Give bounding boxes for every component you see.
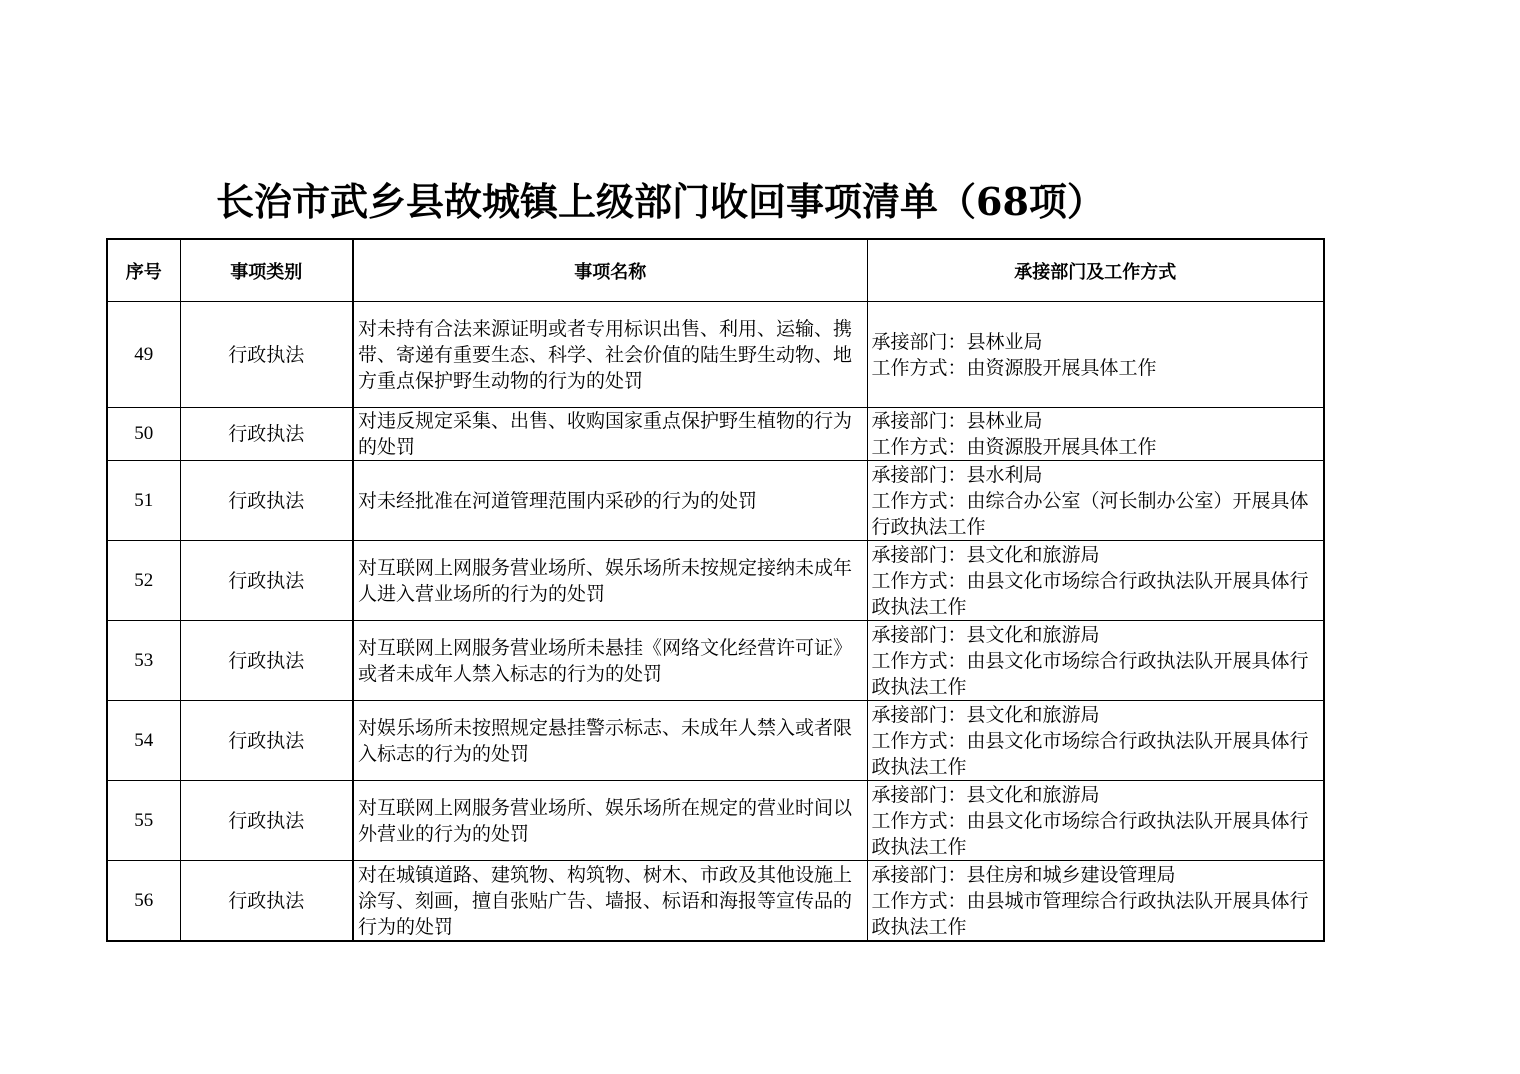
- row-name: 对在城镇道路、建筑物、构筑物、树木、市政及其他设施上涂写、刻画，擅自张贴广告、墙报、标语和海报等宣传品的行为的处罚: [353, 861, 867, 942]
- method-line: 工作方式：由县文化市场综合行政执法队开展具体行政执法工作: [871, 729, 1309, 778]
- row-category: 行政执法: [180, 541, 353, 621]
- method-line: 工作方式：由县文化市场综合行政执法队开展具体行政执法工作: [871, 569, 1309, 618]
- dept-line: 承接部门：县文化和旅游局: [871, 783, 1100, 806]
- row-name: 对违反规定采集、出售、收购国家重点保护野生植物的行为的处罚: [353, 408, 867, 461]
- dept-line: 承接部门：县林业局: [871, 330, 1043, 353]
- method-line: 工作方式：由县文化市场综合行政执法队开展具体行政执法工作: [871, 809, 1309, 858]
- dept-line: 承接部门：县文化和旅游局: [871, 703, 1100, 726]
- row-name: 对未持有合法来源证明或者专用标识出售、利用、运输、携带、寄递有重要生态、科学、社会价值的陆生野生动物、地方重点保护野生动物的行为的处罚: [353, 302, 867, 408]
- dept-line: 承接部门：县林业局: [871, 410, 1043, 432]
- row-seq: 52: [107, 541, 180, 621]
- table-header-row: [107, 239, 1324, 302]
- table-row: [107, 302, 1324, 408]
- row-category: 行政执法: [180, 701, 353, 781]
- row-name: 对未经批准在河道管理范围内采砂的行为的处罚: [353, 461, 867, 541]
- method-line: 工作方式：由综合办公室（河长制办公室）开展具体行政执法工作: [871, 489, 1309, 538]
- row-name: 对互联网上网服务营业场所、娱乐场所在规定的营业时间以外营业的行为的处罚: [353, 781, 867, 861]
- row-category: 行政执法: [180, 302, 353, 408]
- dept-line: 承接部门：县水利局: [871, 463, 1043, 486]
- table-row: [107, 621, 1324, 701]
- table-row: [107, 701, 1324, 781]
- header-dept: 承接部门及工作方式: [867, 239, 1324, 302]
- row-category: 行政执法: [180, 621, 353, 701]
- row-seq: 51: [107, 461, 180, 541]
- row-dept: [867, 621, 1324, 701]
- row-dept: [867, 861, 1324, 942]
- dept-line: 承接部门：县住房和城乡建设管理局: [871, 863, 1176, 886]
- method-line: 工作方式：由资源股开展具体工作: [871, 436, 1157, 458]
- row-category: 行政执法: [180, 461, 353, 541]
- row-seq: 53: [107, 621, 180, 701]
- table-row: [107, 861, 1324, 942]
- dept-line: 承接部门：县文化和旅游局: [871, 623, 1100, 646]
- row-name: 对互联网上网服务营业场所、娱乐场所未按规定接纳未成年人进入营业场所的行为的处罚: [353, 541, 867, 621]
- method-line: 工作方式：由县城市管理综合行政执法队开展具体行政执法工作: [871, 889, 1309, 938]
- header-seq: 序号: [107, 239, 180, 302]
- row-dept: [867, 781, 1324, 861]
- row-dept: [867, 701, 1324, 781]
- table-row: [107, 408, 1324, 461]
- method-line: 工作方式：由县文化市场综合行政执法队开展具体行政执法工作: [871, 649, 1309, 698]
- items-table: [106, 238, 1325, 942]
- table-row: [107, 541, 1324, 621]
- row-seq: 54: [107, 701, 180, 781]
- row-seq: 50: [107, 408, 180, 461]
- row-category: 行政执法: [180, 861, 353, 942]
- table-row: [107, 461, 1324, 541]
- row-seq: 49: [107, 302, 180, 408]
- row-dept: [867, 302, 1324, 408]
- row-dept: [867, 541, 1324, 621]
- row-name: 对互联网上网服务营业场所未悬挂《网络文化经营许可证》或者未成年人禁入标志的行为的处罚: [353, 621, 867, 701]
- row-seq: 56: [107, 861, 180, 942]
- table-row: [107, 781, 1324, 861]
- header-name: 事项名称: [353, 239, 867, 302]
- header-category: 事项类别: [180, 239, 353, 302]
- row-seq: 55: [107, 781, 180, 861]
- row-category: 行政执法: [180, 408, 353, 461]
- row-dept: [867, 408, 1324, 461]
- row-name: 对娱乐场所未按照规定悬挂警示标志、未成年人禁入或者限入标志的行为的处罚: [353, 701, 867, 781]
- document-title: 长治市武乡县故城镇上级部门收回事项清单（68项）: [216, 179, 1105, 224]
- dept-line: 承接部门：县文化和旅游局: [871, 543, 1100, 566]
- method-line: 工作方式：由资源股开展具体工作: [871, 356, 1157, 379]
- row-category: 行政执法: [180, 781, 353, 861]
- row-dept: [867, 461, 1324, 541]
